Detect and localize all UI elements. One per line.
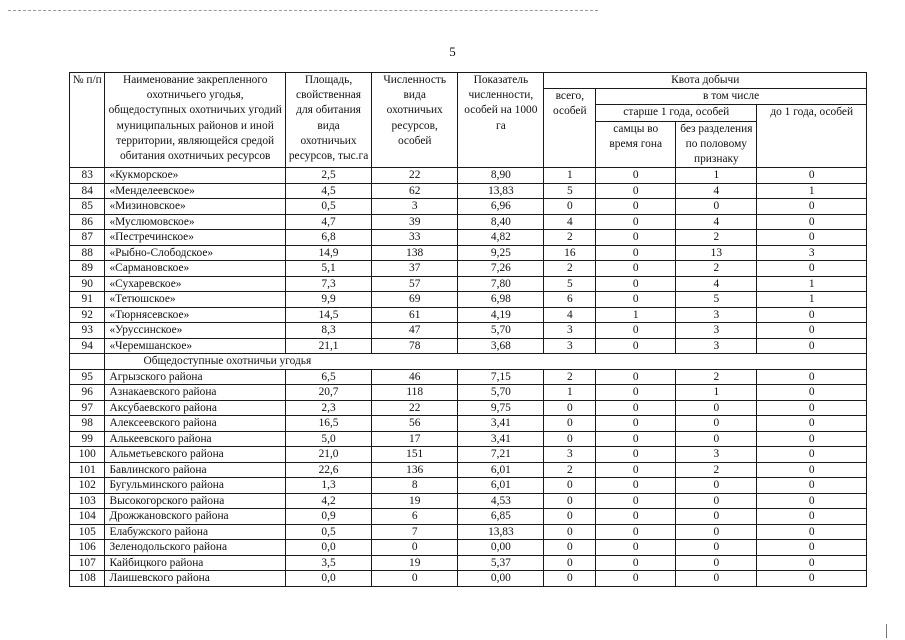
table-row	[70, 385, 867, 401]
cell-under1: 0	[757, 447, 867, 463]
cell-density: 0,00	[458, 540, 544, 556]
cell-density: 4,53	[458, 493, 544, 509]
cell-num: 93	[70, 323, 105, 339]
cell-name: «Сухаревское»	[105, 276, 285, 292]
header-over1: старше 1 года, особей	[596, 105, 757, 121]
cell-nosex: 3	[676, 338, 757, 354]
cell-name: Кайбицкого района	[105, 555, 285, 571]
cell-males: 0	[596, 230, 676, 246]
cell-num: 88	[70, 245, 105, 261]
table-row	[70, 245, 867, 261]
cell-area: 4,2	[285, 493, 371, 509]
cell-nosex: 0	[676, 478, 757, 494]
cell-males: 0	[596, 540, 676, 556]
cell-under1: 0	[757, 323, 867, 339]
cell-males: 0	[596, 385, 676, 401]
cell-population: 19	[372, 493, 458, 509]
scan-top-rule	[8, 10, 598, 11]
cell-males: 1	[596, 307, 676, 323]
cell-num: 83	[70, 168, 105, 184]
cell-name: Алексеевского района	[105, 416, 285, 432]
cell-males: 0	[596, 199, 676, 215]
cell-population: 19	[372, 555, 458, 571]
cell-density: 7,21	[458, 447, 544, 463]
cell-population: 78	[372, 338, 458, 354]
cell-name: Елабужского района	[105, 524, 285, 540]
cell-population: 33	[372, 230, 458, 246]
cell-num: 101	[70, 462, 105, 478]
cell-total: 16	[544, 245, 596, 261]
cell-num: 90	[70, 276, 105, 292]
cell-num: 85	[70, 199, 105, 215]
table-row	[70, 199, 867, 215]
cell-males: 0	[596, 168, 676, 184]
table-row	[70, 555, 867, 571]
cell-males: 0	[596, 493, 676, 509]
cell-total: 6	[544, 292, 596, 308]
table-row	[70, 571, 867, 587]
cell-males: 0	[596, 524, 676, 540]
table-row	[70, 509, 867, 525]
cell-nosex: 3	[676, 447, 757, 463]
cell-area: 2,5	[285, 168, 371, 184]
cell-density: 3,41	[458, 431, 544, 447]
cell-males: 0	[596, 571, 676, 587]
cell-population: 57	[372, 276, 458, 292]
cell-population: 3	[372, 199, 458, 215]
cell-population: 61	[372, 307, 458, 323]
cell-name: «Менделеевское»	[105, 183, 285, 199]
header-total: всего, особей	[544, 89, 596, 168]
cell-males: 0	[596, 509, 676, 525]
cell-num: 84	[70, 183, 105, 199]
cell-total: 4	[544, 307, 596, 323]
cell-population: 136	[372, 462, 458, 478]
table-row	[70, 400, 867, 416]
header-density: Показатель численности, особей на 1000 га	[458, 73, 544, 168]
cell-males: 0	[596, 462, 676, 478]
cell-total: 5	[544, 183, 596, 199]
cell-name: «Рыбно-Слободское»	[105, 245, 285, 261]
cell-under1: 0	[757, 385, 867, 401]
cell-density: 7,26	[458, 261, 544, 277]
cell-under1: 0	[757, 168, 867, 184]
cell-total: 2	[544, 369, 596, 385]
page-number: 5	[449, 44, 456, 59]
cell-under1: 1	[757, 183, 867, 199]
cell-num: 96	[70, 385, 105, 401]
cell-density: 8,40	[458, 214, 544, 230]
cell-num: 86	[70, 214, 105, 230]
cell-density: 13,83	[458, 524, 544, 540]
cell-males: 0	[596, 416, 676, 432]
cell-nosex: 0	[676, 524, 757, 540]
table-row	[70, 276, 867, 292]
cell-total: 2	[544, 261, 596, 277]
cell-under1: 0	[757, 478, 867, 494]
cell-num: 91	[70, 292, 105, 308]
cell-total: 0	[544, 478, 596, 494]
cell-nosex: 2	[676, 230, 757, 246]
cell-under1: 0	[757, 400, 867, 416]
cell-density: 4,82	[458, 230, 544, 246]
cell-num: 104	[70, 509, 105, 525]
header-nosex: без разделения по половому признаку	[676, 121, 757, 168]
cell-nosex: 4	[676, 214, 757, 230]
cell-population: 7	[372, 524, 458, 540]
cell-num: 100	[70, 447, 105, 463]
cell-under1: 0	[757, 338, 867, 354]
cell-density: 5,70	[458, 323, 544, 339]
cell-population: 56	[372, 416, 458, 432]
table-row	[70, 431, 867, 447]
cell-nosex: 0	[676, 509, 757, 525]
header-quota: Квота добычи	[544, 73, 867, 89]
cell-num: 103	[70, 493, 105, 509]
cell-total: 3	[544, 323, 596, 339]
cell-density: 6,96	[458, 199, 544, 215]
cell-density: 7,80	[458, 276, 544, 292]
cell-population: 62	[372, 183, 458, 199]
cell-name: «Сармановское»	[105, 261, 285, 277]
cell-nosex: 13	[676, 245, 757, 261]
table-body	[70, 168, 867, 587]
header-under1: до 1 года, особей	[757, 105, 867, 168]
section-title: Общедоступные охотничьи угодья	[105, 354, 867, 370]
cell-under1: 0	[757, 261, 867, 277]
cell-num: 94	[70, 338, 105, 354]
cell-num: 95	[70, 369, 105, 385]
table-row	[70, 168, 867, 184]
header-name: Наименование закрепленного охотничьего угодья, общедоступных охотничьих угодий муниципальных районов и иной территории, являющейся средой обитания охотничьих ресурсов	[105, 73, 285, 168]
cell-num: 105	[70, 524, 105, 540]
cell-under1: 0	[757, 524, 867, 540]
cell-total: 0	[544, 509, 596, 525]
table-row	[70, 524, 867, 540]
cell-density: 9,75	[458, 400, 544, 416]
cell-total: 4	[544, 214, 596, 230]
cell-total: 5	[544, 276, 596, 292]
cell-nosex: 0	[676, 431, 757, 447]
cell-area: 5,1	[285, 261, 371, 277]
cell-area: 6,8	[285, 230, 371, 246]
cell-area: 20,7	[285, 385, 371, 401]
cell-area: 2,3	[285, 400, 371, 416]
cell-nosex: 4	[676, 276, 757, 292]
table-row	[70, 416, 867, 432]
cell-area: 3,5	[285, 555, 371, 571]
cell-density: 7,15	[458, 369, 544, 385]
cell-area: 1,3	[285, 478, 371, 494]
cell-under1: 0	[757, 509, 867, 525]
cell-total: 0	[544, 555, 596, 571]
cell-density: 8,90	[458, 168, 544, 184]
cell-name: «Тюрнясевское»	[105, 307, 285, 323]
header-population: Численность вида охотничьих ресурсов, особей	[372, 73, 458, 168]
cell-density: 5,70	[458, 385, 544, 401]
cell-total: 3	[544, 338, 596, 354]
cell-population: 17	[372, 431, 458, 447]
cell-nosex: 0	[676, 416, 757, 432]
cell-total: 0	[544, 400, 596, 416]
table-row	[70, 478, 867, 494]
header-including: в том числе	[596, 89, 867, 105]
cell-population: 6	[372, 509, 458, 525]
table-row	[70, 183, 867, 199]
cell-under1: 0	[757, 199, 867, 215]
cell-name: «Пестречинское»	[105, 230, 285, 246]
cell-nosex: 0	[676, 571, 757, 587]
cell-name: Агрызского района	[105, 369, 285, 385]
cell-population: 138	[372, 245, 458, 261]
cell-name: «Кукморское»	[105, 168, 285, 184]
cell-density: 6,01	[458, 478, 544, 494]
cell-name: «Уруссинское»	[105, 323, 285, 339]
cell-nosex: 0	[676, 555, 757, 571]
cell-area: 14,9	[285, 245, 371, 261]
cell-density: 5,37	[458, 555, 544, 571]
cell-name: «Тетюшское»	[105, 292, 285, 308]
cell-density: 13,83	[458, 183, 544, 199]
cell-area: 4,7	[285, 214, 371, 230]
cell-num: 92	[70, 307, 105, 323]
cell-males: 0	[596, 183, 676, 199]
cell-name: Азнакаевского района	[105, 385, 285, 401]
cell-name: Высокогорского района	[105, 493, 285, 509]
cell-under1: 0	[757, 571, 867, 587]
cell-under1: 0	[757, 493, 867, 509]
cell-name: Бавлинского района	[105, 462, 285, 478]
header-num: № п/п	[70, 73, 105, 168]
cell-area: 9,9	[285, 292, 371, 308]
cell-under1: 0	[757, 416, 867, 432]
cell-total: 0	[544, 416, 596, 432]
cell-nosex: 0	[676, 493, 757, 509]
cell-num: 98	[70, 416, 105, 432]
cell-nosex: 0	[676, 199, 757, 215]
cell-males: 0	[596, 292, 676, 308]
table-row	[70, 462, 867, 478]
cell-nosex: 2	[676, 462, 757, 478]
scan-edge-mark	[886, 624, 887, 638]
cell-nosex: 4	[676, 183, 757, 199]
table-row	[70, 307, 867, 323]
cell-total: 0	[544, 199, 596, 215]
cell-area: 14,5	[285, 307, 371, 323]
cell-nosex: 1	[676, 168, 757, 184]
cell-area: 0,0	[285, 540, 371, 556]
cell-nosex: 3	[676, 307, 757, 323]
cell-total: 0	[544, 540, 596, 556]
cell-males: 0	[596, 447, 676, 463]
cell-nosex: 0	[676, 540, 757, 556]
cell-area: 8,3	[285, 323, 371, 339]
table-row	[70, 493, 867, 509]
cell-nosex: 1	[676, 385, 757, 401]
cell-males: 0	[596, 245, 676, 261]
table-row	[70, 292, 867, 308]
cell-total: 0	[544, 524, 596, 540]
cell-area: 0,9	[285, 509, 371, 525]
cell-population: 151	[372, 447, 458, 463]
cell-nosex: 5	[676, 292, 757, 308]
cell-total: 1	[544, 168, 596, 184]
section-row	[70, 354, 867, 370]
cell-density: 4,19	[458, 307, 544, 323]
cell-population: 8	[372, 478, 458, 494]
cell-name: Бугульминского района	[105, 478, 285, 494]
cell-males: 0	[596, 338, 676, 354]
cell-total: 2	[544, 230, 596, 246]
cell-under1: 0	[757, 214, 867, 230]
cell-density: 6,01	[458, 462, 544, 478]
cell-under1: 0	[757, 540, 867, 556]
cell-num: 102	[70, 478, 105, 494]
cell-density: 0,00	[458, 571, 544, 587]
cell-population: 37	[372, 261, 458, 277]
table-row	[70, 323, 867, 339]
cell-total: 1	[544, 385, 596, 401]
cell-males: 0	[596, 323, 676, 339]
cell-population: 47	[372, 323, 458, 339]
cell-area: 0,0	[285, 571, 371, 587]
cell-population: 0	[372, 571, 458, 587]
cell-name: «Мизиновское»	[105, 199, 285, 215]
table-header	[70, 73, 867, 168]
cell-area: 6,5	[285, 369, 371, 385]
cell-total: 0	[544, 493, 596, 509]
cell-under1: 1	[757, 276, 867, 292]
cell-under1: 0	[757, 555, 867, 571]
cell-population: 22	[372, 168, 458, 184]
table-row	[70, 261, 867, 277]
cell-under1: 0	[757, 462, 867, 478]
cell-nosex: 2	[676, 261, 757, 277]
cell-num: 107	[70, 555, 105, 571]
cell-name: «Муслюмовское»	[105, 214, 285, 230]
cell-num: 108	[70, 571, 105, 587]
cell-nosex: 0	[676, 400, 757, 416]
cell-population: 118	[372, 385, 458, 401]
cell-name: Альметьевского района	[105, 447, 285, 463]
cell-num: 106	[70, 540, 105, 556]
cell-population: 69	[372, 292, 458, 308]
cell-under1: 1	[757, 292, 867, 308]
header-males: самцы во время гона	[596, 121, 676, 168]
cell-density: 6,85	[458, 509, 544, 525]
cell-under1: 0	[757, 230, 867, 246]
cell-under1: 0	[757, 369, 867, 385]
cell-under1: 0	[757, 307, 867, 323]
cell-area: 0,5	[285, 524, 371, 540]
cell-total: 3	[544, 447, 596, 463]
cell-name: Зеленодольского района	[105, 540, 285, 556]
cell-males: 0	[596, 261, 676, 277]
cell-name: «Черемшанское»	[105, 338, 285, 354]
section-num-cell	[70, 354, 105, 370]
cell-population: 22	[372, 400, 458, 416]
cell-males: 0	[596, 214, 676, 230]
cell-nosex: 3	[676, 323, 757, 339]
cell-under1: 0	[757, 431, 867, 447]
header-area: Площадь, свойственная для обитания вида охотничьих ресурсов, тыс.га	[285, 73, 371, 168]
cell-area: 0,5	[285, 199, 371, 215]
table-row	[70, 214, 867, 230]
cell-num: 99	[70, 431, 105, 447]
table-row	[70, 230, 867, 246]
cell-area: 22,6	[285, 462, 371, 478]
table-row	[70, 540, 867, 556]
cell-males: 0	[596, 555, 676, 571]
cell-name: Лаишевского района	[105, 571, 285, 587]
cell-name: Дрожжановского района	[105, 509, 285, 525]
cell-males: 0	[596, 369, 676, 385]
cell-total: 2	[544, 462, 596, 478]
cell-population: 46	[372, 369, 458, 385]
cell-area: 21,1	[285, 338, 371, 354]
table-row	[70, 447, 867, 463]
cell-males: 0	[596, 478, 676, 494]
hunting-quota-table	[69, 72, 867, 587]
cell-area: 5,0	[285, 431, 371, 447]
cell-under1: 3	[757, 245, 867, 261]
cell-density: 6,98	[458, 292, 544, 308]
cell-density: 3,68	[458, 338, 544, 354]
cell-area: 4,5	[285, 183, 371, 199]
cell-males: 0	[596, 276, 676, 292]
cell-num: 87	[70, 230, 105, 246]
cell-density: 9,25	[458, 245, 544, 261]
cell-total: 0	[544, 571, 596, 587]
cell-total: 0	[544, 431, 596, 447]
cell-area: 7,3	[285, 276, 371, 292]
cell-density: 3,41	[458, 416, 544, 432]
cell-males: 0	[596, 400, 676, 416]
cell-num: 97	[70, 400, 105, 416]
cell-name: Аксубаевского района	[105, 400, 285, 416]
cell-population: 0	[372, 540, 458, 556]
cell-males: 0	[596, 431, 676, 447]
table-row	[70, 369, 867, 385]
cell-area: 21,0	[285, 447, 371, 463]
cell-nosex: 2	[676, 369, 757, 385]
cell-area: 16,5	[285, 416, 371, 432]
cell-name: Алькеевского района	[105, 431, 285, 447]
cell-num: 89	[70, 261, 105, 277]
table-row	[70, 338, 867, 354]
cell-population: 39	[372, 214, 458, 230]
